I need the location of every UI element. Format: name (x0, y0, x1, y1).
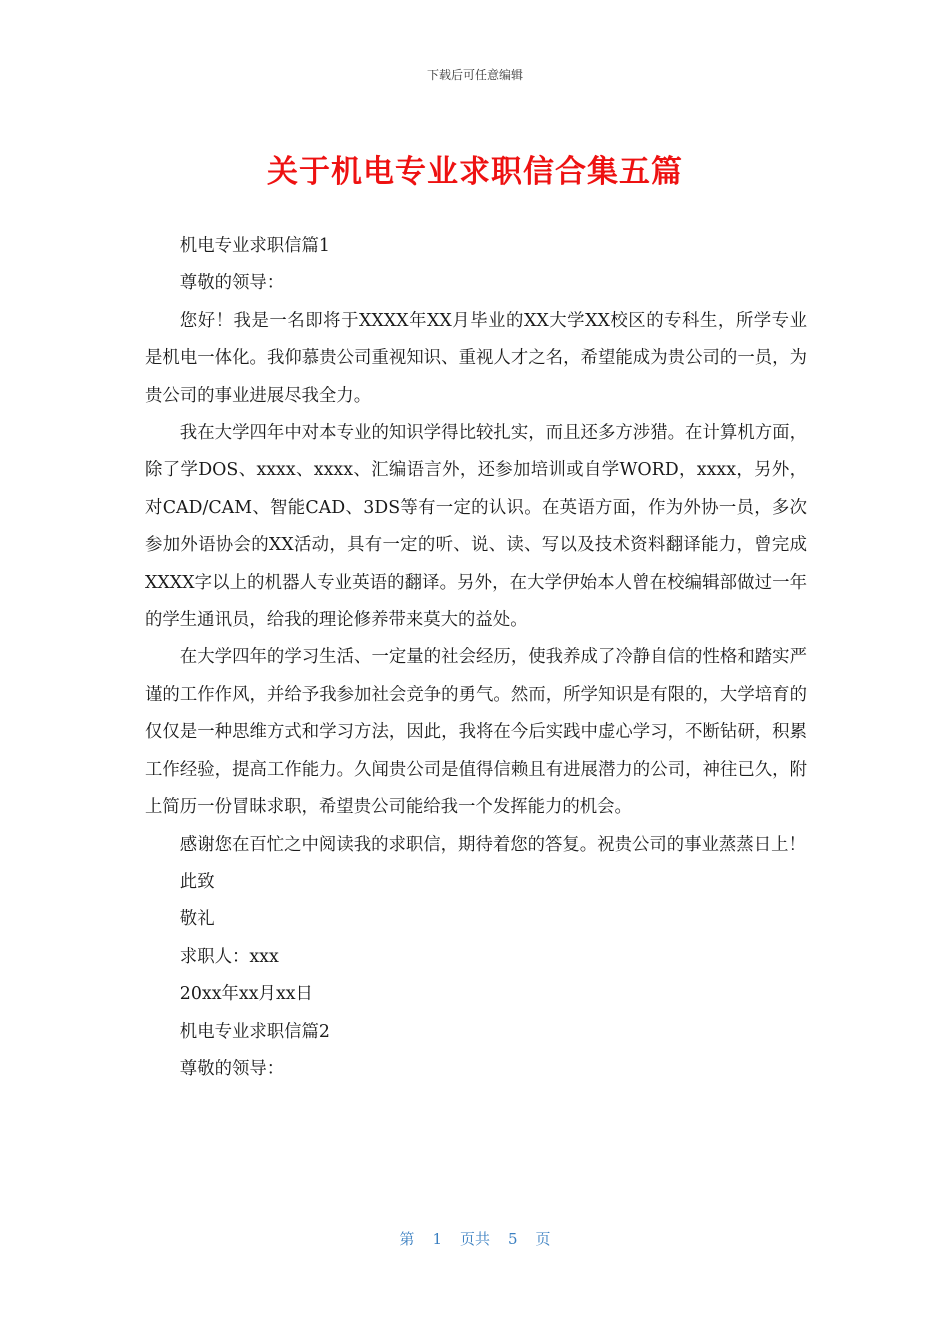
paragraph-experience: 在大学四年的学习生活、一定量的社会经历，使我养成了冷静自信的性格和踏实严谨的工作作风，并给予我参加社会竞争的勇气。然而，所学知识是有限的，大学培育的仅仅是一种思维方式和学习方法，因此，我将在今后实践中虚心学习，不断钻研，积累工作经验，提高工作能力。久闻贵公司是值得信赖且有进展潜力的公司，神往已久，附上简历一份冒昧求职，希望贵公司能给我一个发挥能力的机会。 (145, 647, 807, 818)
paragraph-intro: 您好！我是一名即将于XXXX年XX月毕业的XX大学XX校区的专科生，所学专业是机电一体化。我仰慕贵公司重视知识、重视人才之名，希望能成为贵公司的一员，为贵公司的事业进展尽我全力。 (145, 310, 807, 406)
applicant-name: 求职人：xxx (179, 946, 279, 967)
paragraph-skills: 我在大学四年中对本专业的知识学得比较扎实，而且还多方涉猎。在计算机方面，除了学DOS、xxxx、xxxx、汇编语言外，还参加培训或自学WORD，xxxx，另外，对CAD/CAM、智能CAD、3DS等有一定的认识。在英语方面，作为外协一员，多次参加外语协会的XX活动，具有一定的听、说、读、写以及技术资料翻译能力，曾完成XXXX字以上的机器人专业英语的翻译。另外，在大学伊始本人曾在校编辑部做过一年的学生通讯员，给我的理论修养带来莫大的益处。 (145, 423, 807, 631)
footer-page-number: 1 (432, 1230, 442, 1248)
section-heading-1: 机电专业求职信篇1 (179, 236, 330, 256)
paragraph-thanks: 感谢您在百忙之中阅读我的求职信，期待着您的答复。祝贵公司的事业蒸蒸日上！ (179, 834, 806, 855)
header-note: 下载后可任意编辑 (426, 68, 523, 82)
footer-page-word: 第 (399, 1230, 415, 1248)
page-footer (0, 1228, 950, 1249)
closing-jingli: 敬礼 (179, 909, 215, 930)
section-heading-2: 机电专业求职信篇2 (179, 1021, 330, 1042)
closing-cizhi: 此致 (179, 871, 215, 892)
footer-total-word: 页共 (459, 1230, 490, 1248)
salutation-2: 尊敬的领导： (179, 1058, 285, 1079)
document-body (145, 228, 807, 1088)
footer-page-suffix: 页 (535, 1230, 551, 1248)
salutation: 尊敬的领导： (179, 273, 285, 294)
footer-total-pages: 5 (508, 1230, 518, 1248)
letter-date: 20xx年xx月xx日 (179, 984, 313, 1005)
document-title: 关于机电专业求职信合集五篇 (267, 154, 683, 190)
